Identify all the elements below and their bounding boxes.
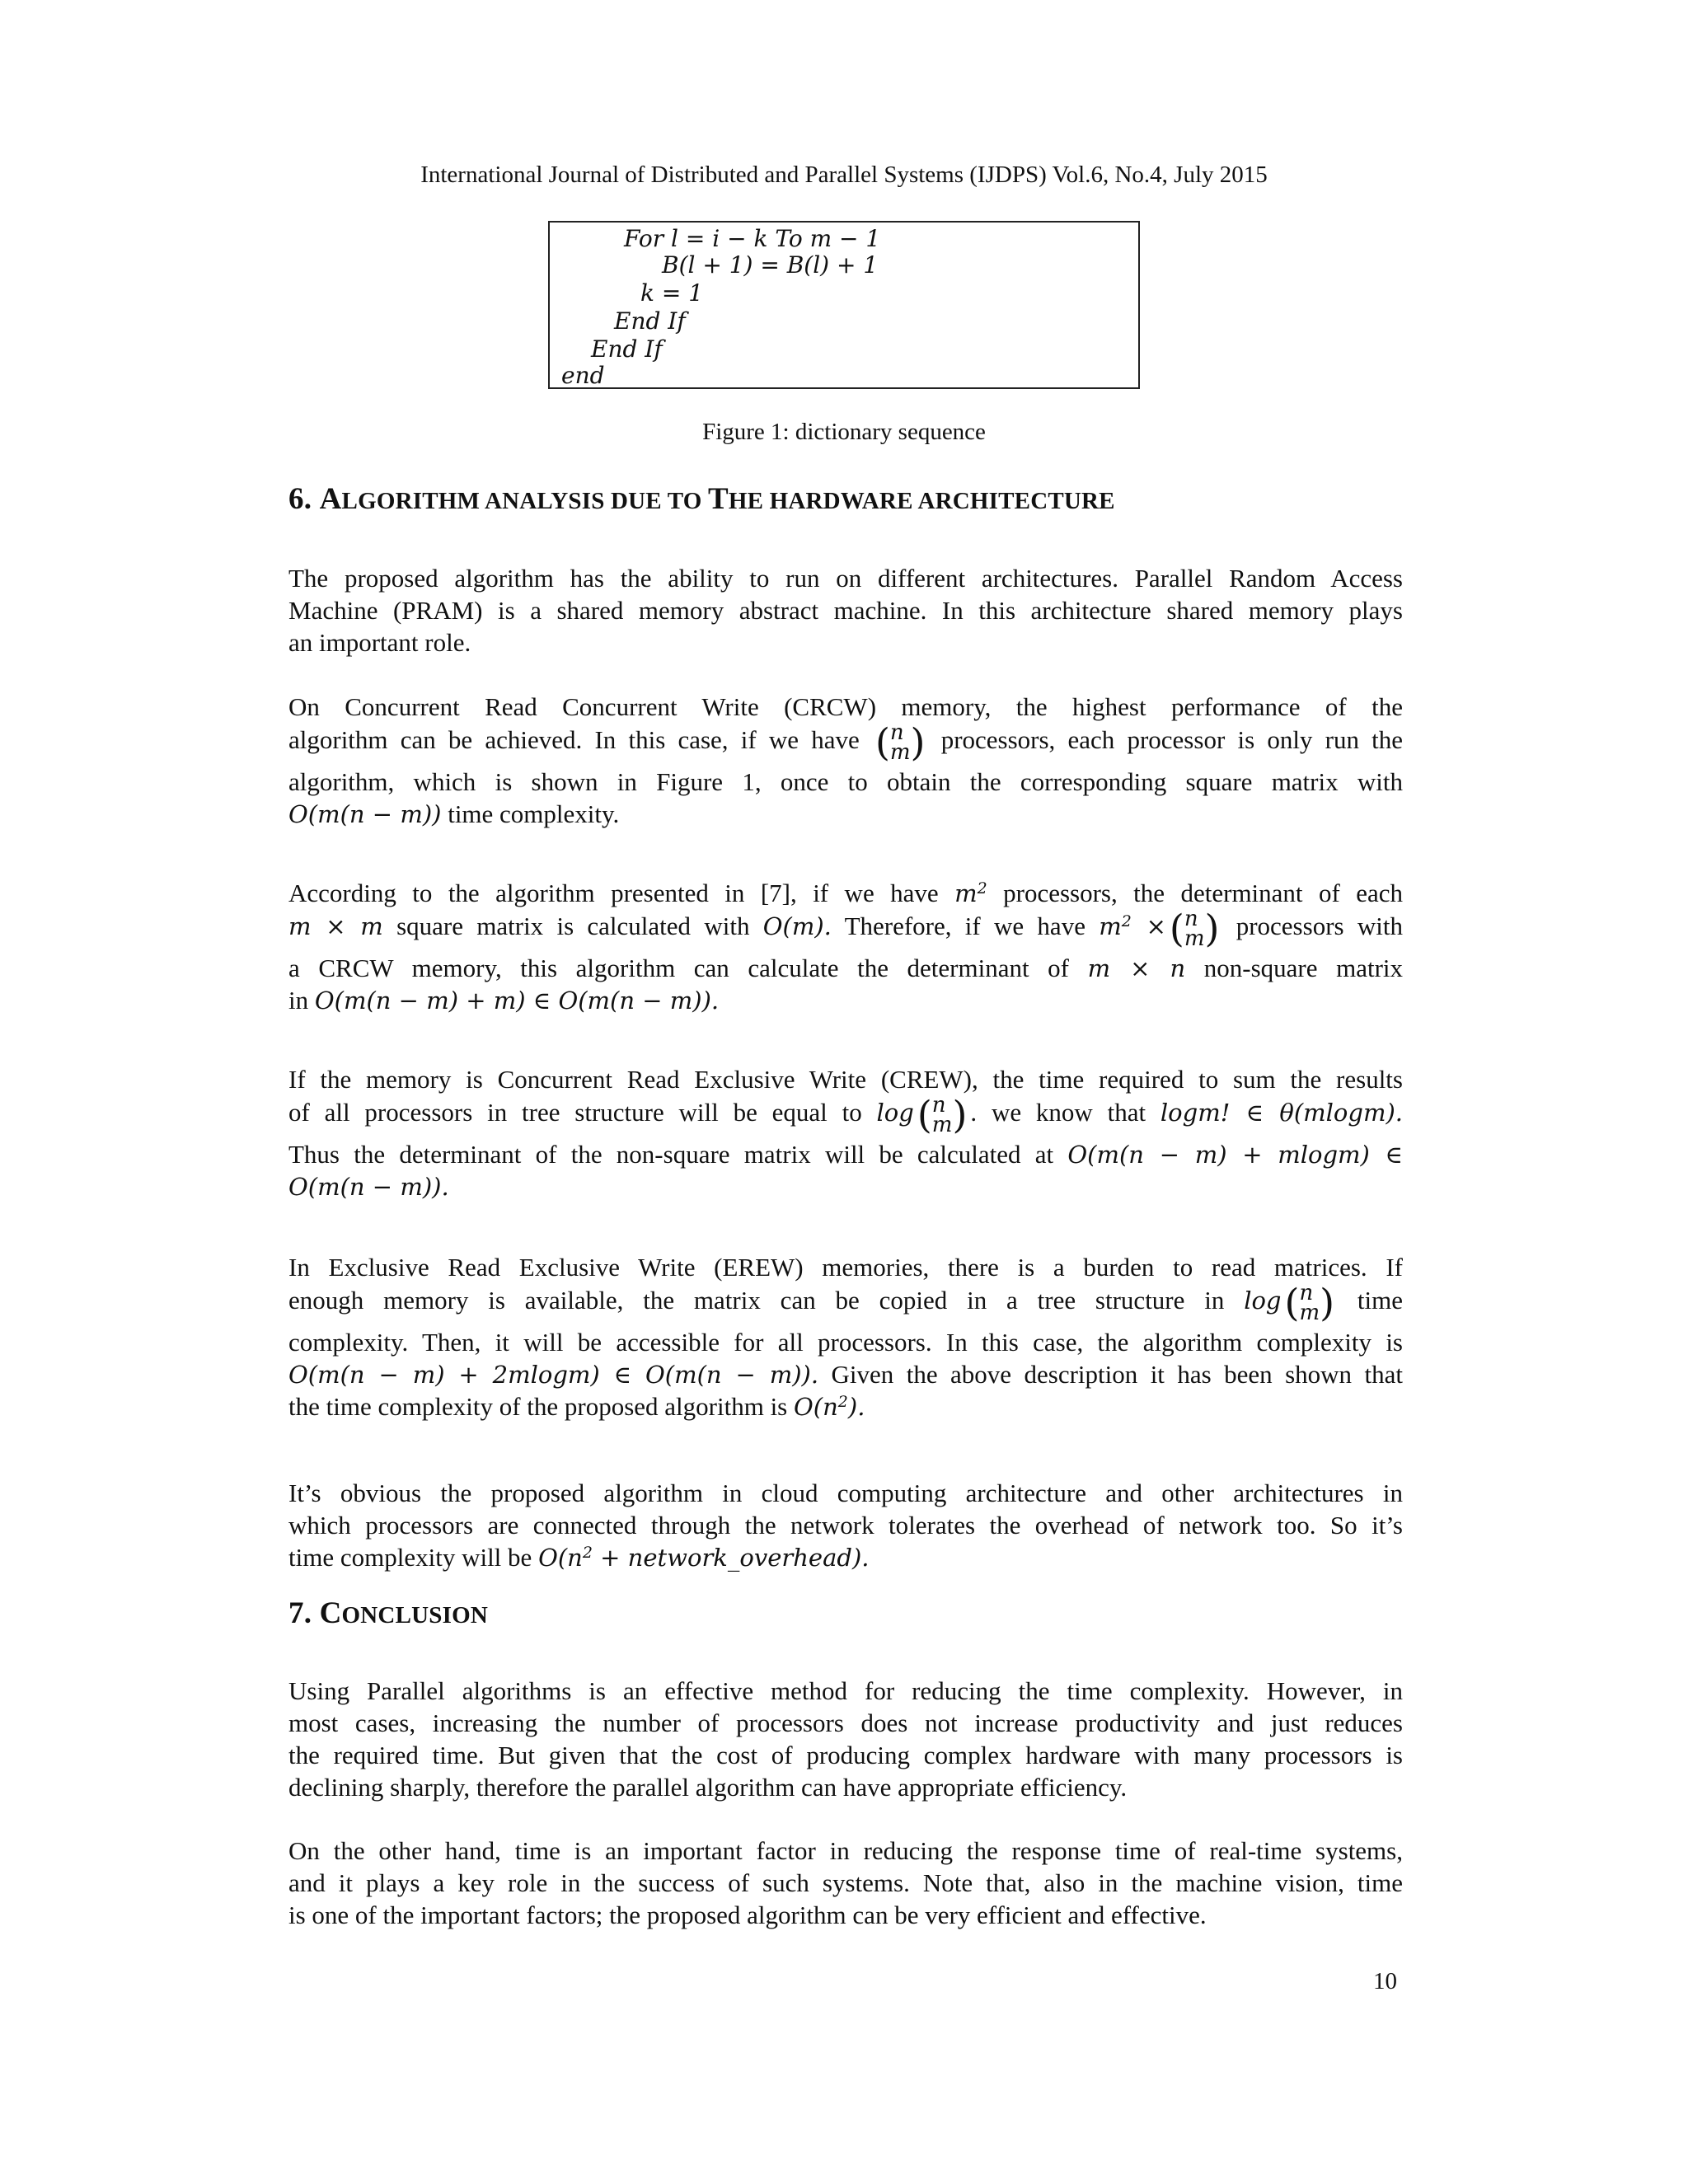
- paragraph-crcw-determinant: According to the algorithm presented in [7], if we have $m^2$ processors, the determinant of each m × m square matrix is calculated with O(m). Therefore, if we have $m^2$ ×( n m ) processors with a CRCW memory, this algorithm can calculate the determinant of m × n non-square matrix in O(m(n − m) + m) ∈ O(m(n − m)).: [288, 879, 1404, 1015]
- section-7-heading: 7. CONCLUSION: [288, 1596, 488, 1630]
- paragraph-pram: The proposed algorithm has the ability to run on different architectures. Parallel Random Access Machine (PRAM) is a shared memory abstract machine. In this architecture shared memory plays an important role.: [288, 564, 1403, 657]
- paragraph-erew: In Exclusive Read Exclusive Write (EREW) memories, there is a burden to read matrices. If enough memory is available, the matrix can be copied in a tree structure in log( n m ) time complexity. Then, it will be accessible for all processors. In this case, the algorithm complexity is O(m(n − m) + 2mlogm) ∈ O(m(n − m)). Given the above description it has been shown that the time complexity of the proposed algorithm is $O(n^2)$.: [288, 1253, 1404, 1421]
- algorithm-box: [548, 221, 1140, 389]
- paragraph-conclusion-2: On the other hand, time is an important factor in reducing the response time of real-time systems, and it plays a key role in the success of such systems. Note that, also in the machine vision, time is one of the important factors; the proposed algorithm can be very efficient and effective.: [288, 1836, 1403, 1929]
- journal-header: International Journal of Distributed and Parallel Systems (IJDPS) Vol.6, No.4, July 2015: [420, 162, 1268, 188]
- section-6-heading: 6. ALGORITHM ANALYSIS DUE TO THE HARDWARE ARCHITECTURE: [288, 482, 1115, 516]
- binom-n-m: ( n m ): [874, 719, 926, 765]
- paragraph-cloud: It’s obvious the proposed algorithm in cloud computing architecture and other architectures in which processors are connected through the network tolerates the overhead of network too. So it’s time complexity will be $O(n^2$ + network_overhead).: [288, 1479, 1403, 1572]
- paragraph-conclusion-1: Using Parallel algorithms is an effective method for reducing the time complexity. However, in most cases, increasing the number of processors does not increase productivity and just reduces the required time. But given that the cost of producing complex hardware with many processors is declining sharply, therefore the parallel algorithm can have appropriate efficiency.: [288, 1676, 1403, 1802]
- code-line-end-if-inner: End If: [614, 307, 686, 335]
- code-line-for: For l = i − k To m − 1: [624, 225, 881, 252]
- code-line-assign-k: k = 1: [640, 279, 704, 307]
- code-line-end-if-outer: End If: [591, 335, 663, 363]
- code-line-assign-b: B(l + 1) = B(l) + 1: [662, 251, 879, 279]
- code-line-end: end: [561, 362, 605, 389]
- page-number: 10: [1373, 1968, 1397, 1994]
- binom-n-m: ( n m ): [1169, 906, 1220, 951]
- paragraph-crew: If the memory is Concurrent Read Exclusive Write (CREW), the time required to sum the results of all processors in tree structure will be equal to log( n m ) . we know that logm! ∈ θ(mlogm). Thus the determinant of the non-square matrix will be calculated at O(m(n − m) + mlogm) ∈ O(m(n − m)).: [288, 1065, 1404, 1201]
- paragraph-crcw: On Concurrent Read Concurrent Write (CRCW) memory, the highest performance of the algorithm can be achieved. In this case, if we have ( n m ) processors, each processor is only run the algorithm, which is shown in Figure 1, once to obtain the corresponding square matrix with O(m(n − m)) time complexity.: [288, 692, 1404, 828]
- binom-n-m: ( n m ): [1284, 1280, 1335, 1325]
- binom-n-m: ( n m ): [917, 1092, 968, 1137]
- figure-caption: Figure 1: dictionary sequence: [702, 419, 986, 445]
